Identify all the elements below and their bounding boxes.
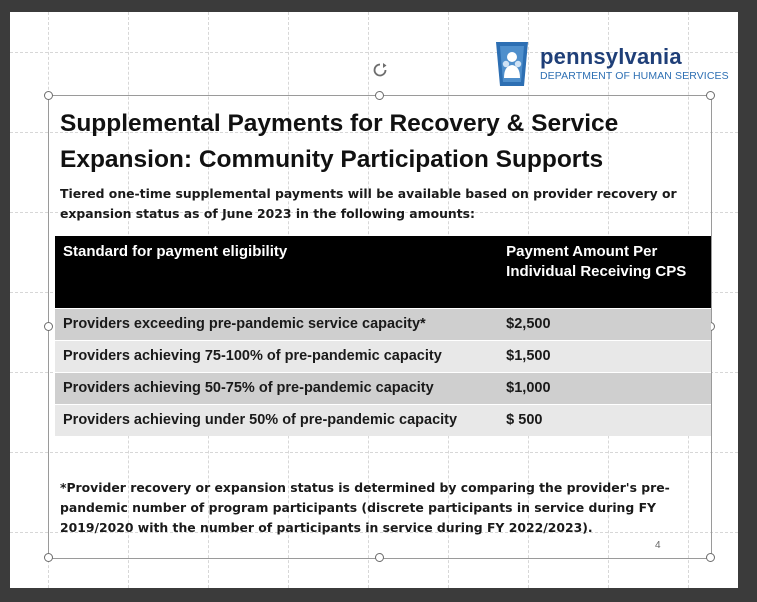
standard-cell[interactable]: Providers achieving 75-100% of pre-pandemic capacity — [55, 340, 498, 372]
standard-cell[interactable]: Providers achieving under 50% of pre-pandemic capacity — [55, 404, 498, 436]
table-row — [55, 372, 711, 404]
logo-text — [540, 43, 729, 83]
payment-table[interactable] — [55, 236, 711, 436]
resize-handle-bottom[interactable] — [375, 553, 384, 562]
keystone-logo-icon — [490, 40, 534, 88]
resize-handle-top-right[interactable] — [706, 91, 715, 100]
resize-handle-left[interactable] — [44, 322, 53, 331]
slide-footnote[interactable]: *Provider recovery or expansion status is determined by comparing the provider's pre-pandemic number of program participants (discrete participants in service during FY 2019/2020 with the number of participants in service during FY 2022/2023). — [60, 480, 670, 535]
slide-intro-text[interactable]: Tiered one-time supplemental payments will be available based on provider recovery or expansion status as of June 2023 in the following amounts: — [60, 186, 677, 221]
resize-handle-top-left[interactable] — [44, 91, 53, 100]
rotate-handle-icon[interactable] — [372, 62, 388, 78]
logo-department: DEPARTMENT OF HUMAN SERVICES — [540, 69, 729, 82]
amount-cell[interactable]: $1,500 — [498, 340, 711, 372]
slide-page-number: 4 — [655, 540, 661, 551]
logo-name: pennsylvania — [540, 43, 682, 69]
standard-cell[interactable]: Providers achieving 50-75% of pre-pandemic capacity — [55, 372, 498, 404]
resize-handle-bottom-right[interactable] — [706, 553, 715, 562]
amount-cell[interactable]: $2,500 — [498, 308, 711, 340]
amount-cell[interactable]: $1,000 — [498, 372, 711, 404]
grid-guide — [10, 452, 738, 453]
slide-title[interactable]: Supplemental Payments for Recovery & Service Expansion: Community Participation Supports — [60, 110, 619, 173]
header-standard[interactable]: Standard for payment eligibility — [55, 236, 498, 308]
table-row — [55, 308, 711, 340]
standard-cell[interactable]: Providers exceeding pre-pandemic service capacity* — [55, 308, 498, 340]
table-row — [55, 404, 711, 436]
table-header-row — [55, 236, 711, 308]
pennsylvania-dhs-logo — [490, 40, 729, 88]
resize-handle-bottom-left[interactable] — [44, 553, 53, 562]
header-payment-amount[interactable]: Payment Amount Per Individual Receiving CPS — [498, 236, 711, 308]
slide-canvas[interactable] — [10, 12, 738, 588]
table-row — [55, 340, 711, 372]
amount-cell[interactable]: $ 500 — [498, 404, 711, 436]
resize-handle-top[interactable] — [375, 91, 384, 100]
